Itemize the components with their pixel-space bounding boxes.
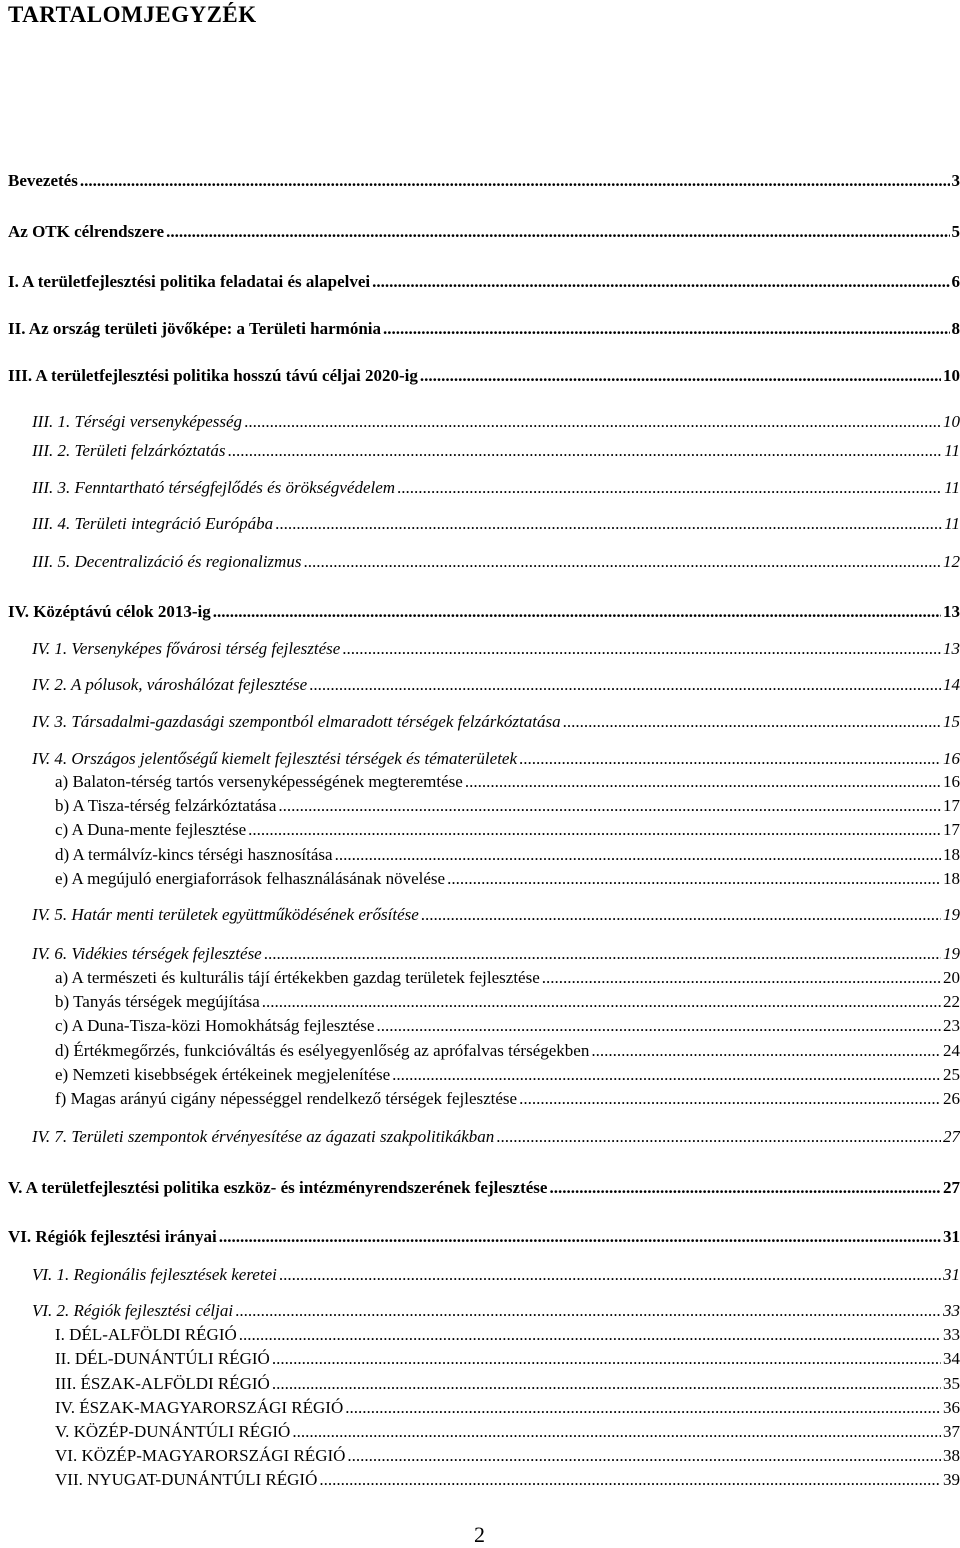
toc-entry-label: VI. 2. Régiók fejlesztési céljai <box>32 1302 233 1319</box>
dot-leader <box>213 603 941 620</box>
toc-entry-label: IV. Középtávú célok 2013-ig <box>8 603 211 620</box>
dot-leader <box>496 1128 941 1145</box>
toc-entry-page: 27 <box>943 1128 960 1145</box>
toc-entry-label: IV. 2. A pólusok, városhálózat fejlesztése <box>32 676 307 693</box>
toc-entry-page: 33 <box>943 1302 960 1319</box>
toc-entry-page: 16 <box>943 773 960 790</box>
toc-entry-page: 19 <box>943 906 960 923</box>
dot-leader <box>563 713 941 730</box>
toc-entry-label: III. 4. Területi integráció Európába <box>32 515 273 532</box>
dot-leader <box>227 442 942 459</box>
toc-entry-page: 10 <box>943 367 960 384</box>
toc-entry-page: 11 <box>944 442 960 459</box>
toc-entry[interactable] <box>32 1266 960 1283</box>
toc-entry[interactable] <box>55 797 960 814</box>
toc-entry[interactable] <box>8 603 960 620</box>
toc-entry[interactable] <box>32 442 960 459</box>
page-number: 2 <box>474 1522 485 1548</box>
dot-leader <box>342 640 941 657</box>
toc-entry[interactable] <box>55 1090 960 1107</box>
dot-leader <box>248 821 941 838</box>
toc-entry-label: e) Nemzeti kisebbségek értékeinek megjelenítése <box>55 1066 390 1083</box>
dot-leader <box>519 750 941 767</box>
toc-entry[interactable] <box>32 553 960 570</box>
dot-leader <box>309 676 941 693</box>
toc-entry-label: I. DÉL-ALFÖLDI RÉGIÓ <box>55 1326 237 1343</box>
toc-entry[interactable] <box>32 750 960 767</box>
dot-leader <box>292 1423 941 1440</box>
toc-entry[interactable] <box>32 479 960 496</box>
toc-entry-page: 33 <box>943 1326 960 1343</box>
dot-leader <box>519 1090 941 1107</box>
toc-entry[interactable] <box>55 846 960 863</box>
dot-leader <box>303 553 941 570</box>
toc-entry[interactable] <box>55 821 960 838</box>
toc-entry-label: IV. 7. Területi szempontok érvényesítése az ágazati szakpolitikákban <box>32 1128 494 1145</box>
dot-leader <box>166 223 949 240</box>
toc-entry-label: IV. 6. Vidékies térségek fejlesztése <box>32 945 262 962</box>
toc-entry[interactable] <box>55 1350 960 1367</box>
dot-leader <box>383 320 949 337</box>
toc-entry-label: b) A Tisza-térség felzárkóztatása <box>55 797 276 814</box>
toc-entry-page: 38 <box>943 1447 960 1464</box>
toc-entry[interactable] <box>32 413 960 430</box>
dot-leader <box>420 367 941 384</box>
toc-entry[interactable] <box>8 1228 960 1245</box>
toc-entry[interactable] <box>32 906 960 923</box>
dot-leader <box>397 479 942 496</box>
toc-entry[interactable] <box>55 1017 960 1034</box>
toc-entry-label: III. 1. Térségi versenyképesség <box>32 413 242 430</box>
toc-entry-page: 8 <box>952 320 960 337</box>
dot-leader <box>264 945 941 962</box>
toc-entry-page: 25 <box>943 1066 960 1083</box>
toc-entry-label: II. DÉL-DUNÁNTÚLI RÉGIÓ <box>55 1350 270 1367</box>
toc-entry[interactable] <box>55 1042 960 1059</box>
toc-entry-label: III. ÉSZAK-ALFÖLDI RÉGIÓ <box>55 1375 270 1392</box>
toc-entry-page: 17 <box>943 821 960 838</box>
toc-entry-page: 5 <box>952 223 960 240</box>
toc-entry-page: 31 <box>943 1228 960 1245</box>
toc-entry-label: III. 3. Fenntartható térségfejlődés és örökségvédelem <box>32 479 395 496</box>
toc-entry-label: II. Az ország területi jövőképe: a Területi harmónia <box>8 320 381 337</box>
toc-entry-label: c) A Duna-Tisza-közi Homokhátság fejlesztése <box>55 1017 374 1034</box>
toc-entry-label: d) Értékmegőrzés, funkcióváltás és esélyegyenlőség az aprófalvas térségekben <box>55 1042 589 1059</box>
dot-leader <box>80 172 950 189</box>
toc-entry-page: 14 <box>943 676 960 693</box>
toc-entry-page: 6 <box>952 273 960 290</box>
toc-entry[interactable] <box>55 993 960 1010</box>
dot-leader <box>345 1399 941 1416</box>
dot-leader <box>275 515 942 532</box>
dot-leader <box>542 969 941 986</box>
toc-entry-label: f) Magas arányú cigány népességgel rendelkező térségek fejlesztése <box>55 1090 517 1107</box>
toc-entry-label: e) A megújuló energiaforrások felhasználásának növelése <box>55 870 445 887</box>
toc-entry-label: V. KÖZÉP-DUNÁNTÚLI RÉGIÓ <box>55 1423 290 1440</box>
dot-leader <box>421 906 941 923</box>
dot-leader <box>219 1228 941 1245</box>
dot-leader <box>392 1066 941 1083</box>
toc-entry[interactable] <box>32 713 960 730</box>
toc-entry-label: V. A területfejlesztési politika eszköz- és intézményrendszerének fejlesztése <box>8 1179 547 1196</box>
dot-leader <box>447 870 941 887</box>
toc-entry[interactable] <box>55 1375 960 1392</box>
toc-entry[interactable] <box>8 320 960 337</box>
toc-entry-label: IV. 1. Versenyképes fővárosi térség fejlesztése <box>32 640 340 657</box>
toc-entry[interactable] <box>55 1471 960 1488</box>
toc-entry-page: 15 <box>943 713 960 730</box>
toc-title: TARTALOMJEGYZÉK <box>8 2 257 28</box>
dot-leader <box>272 1375 941 1392</box>
toc-entry-label: a) A természeti és kulturális tájí értékekben gazdag területek fejlesztése <box>55 969 540 986</box>
toc-entry[interactable] <box>8 367 960 384</box>
toc-entry-page: 37 <box>943 1423 960 1440</box>
dot-leader <box>372 273 949 290</box>
toc-entry-label: VI. KÖZÉP-MAGYARORSZÁGI RÉGIÓ <box>55 1447 345 1464</box>
toc-entry[interactable] <box>55 870 960 887</box>
toc-entry-page: 18 <box>943 870 960 887</box>
toc-entry-page: 31 <box>943 1266 960 1283</box>
toc-entry-label: d) A termálvíz-kincs térségi hasznosítása <box>55 846 333 863</box>
toc-entry[interactable] <box>55 1066 960 1083</box>
dot-leader <box>335 846 941 863</box>
toc-entry[interactable] <box>32 1302 960 1319</box>
toc-entry-page: 13 <box>943 640 960 657</box>
toc-entry-page: 3 <box>952 172 960 189</box>
toc-entry[interactable] <box>8 172 960 189</box>
toc-entry-page: 11 <box>944 479 960 496</box>
toc-entry[interactable] <box>55 1447 960 1464</box>
toc-entry-label: IV. 5. Határ menti területek együttműködésének erősítése <box>32 906 419 923</box>
toc-entry-label: I. A területfejlesztési politika feladatai és alapelvei <box>8 273 370 290</box>
toc-entry[interactable] <box>32 676 960 693</box>
toc-entry-label: c) A Duna-mente fejlesztése <box>55 821 246 838</box>
dot-leader <box>235 1302 941 1319</box>
toc-entry-page: 13 <box>943 603 960 620</box>
toc-entry-label: III. A területfejlesztési politika hosszú távú céljai 2020-ig <box>8 367 418 384</box>
toc-entry-label: b) Tanyás térségek megújítása <box>55 993 260 1010</box>
toc-entry-label: III. 2. Területi felzárkóztatás <box>32 442 225 459</box>
toc-entry[interactable] <box>55 1423 960 1440</box>
toc-entry-label: IV. ÉSZAK-MAGYARORSZÁGI RÉGIÓ <box>55 1399 343 1416</box>
toc-entry-page: 27 <box>943 1179 960 1196</box>
toc-entry[interactable] <box>32 945 960 962</box>
toc-entry-page: 22 <box>943 993 960 1010</box>
toc-entry-label: IV. 4. Országos jelentőségű kiemelt fejlesztési térségek és tématerületek <box>32 750 517 767</box>
toc-entry-page: 20 <box>943 969 960 986</box>
toc-entry-page: 18 <box>943 846 960 863</box>
toc-entry[interactable] <box>8 1179 960 1196</box>
toc-entry-label: VI. 1. Regionális fejlesztések keretei <box>32 1266 277 1283</box>
toc-entry[interactable] <box>55 773 960 790</box>
toc-entry-page: 36 <box>943 1399 960 1416</box>
toc-entry-page: 39 <box>943 1471 960 1488</box>
toc-entry-label: III. 5. Decentralizáció és regionalizmus <box>32 553 301 570</box>
toc-entry-page: 35 <box>943 1375 960 1392</box>
toc-entry-label: VII. NYUGAT-DUNÁNTÚLI RÉGIÓ <box>55 1471 317 1488</box>
toc-entry-label: VI. Régiók fejlesztési irányai <box>8 1228 217 1245</box>
dot-leader <box>272 1350 941 1367</box>
toc-entry-page: 19 <box>943 945 960 962</box>
dot-leader <box>465 773 941 790</box>
toc-entry-page: 11 <box>944 515 960 532</box>
toc-entry-page: 17 <box>943 797 960 814</box>
toc-entry-label: a) Balaton-térség tartós versenyképességének megteremtése <box>55 773 463 790</box>
toc-entry-page: 10 <box>943 413 960 430</box>
toc-entry[interactable] <box>8 223 960 240</box>
toc-entry-page: 26 <box>943 1090 960 1107</box>
dot-leader <box>549 1179 941 1196</box>
toc-entry[interactable] <box>55 1399 960 1416</box>
toc-entry[interactable] <box>55 969 960 986</box>
dot-leader <box>591 1042 941 1059</box>
toc-entry-label: Az OTK célrendszere <box>8 223 164 240</box>
toc-entry-page: 12 <box>943 553 960 570</box>
dot-leader <box>262 993 941 1010</box>
toc-entry-page: 23 <box>943 1017 960 1034</box>
dot-leader <box>279 1266 941 1283</box>
toc-entry[interactable] <box>32 640 960 657</box>
toc-entry-page: 16 <box>943 750 960 767</box>
dot-leader <box>319 1471 941 1488</box>
dot-leader <box>376 1017 941 1034</box>
dot-leader <box>347 1447 941 1464</box>
dot-leader <box>239 1326 941 1343</box>
dot-leader <box>278 797 941 814</box>
toc-entry-label: Bevezetés <box>8 172 78 189</box>
toc-entry[interactable] <box>32 1128 960 1145</box>
toc-entry[interactable] <box>55 1326 960 1343</box>
dot-leader <box>244 413 941 430</box>
toc-entry[interactable] <box>8 273 960 290</box>
toc-entry[interactable] <box>32 515 960 532</box>
toc-entry-page: 24 <box>943 1042 960 1059</box>
toc-entry-page: 34 <box>943 1350 960 1367</box>
toc-entry-label: IV. 3. Társadalmi-gazdasági szempontból elmaradott térségek felzárkóztatása <box>32 713 561 730</box>
